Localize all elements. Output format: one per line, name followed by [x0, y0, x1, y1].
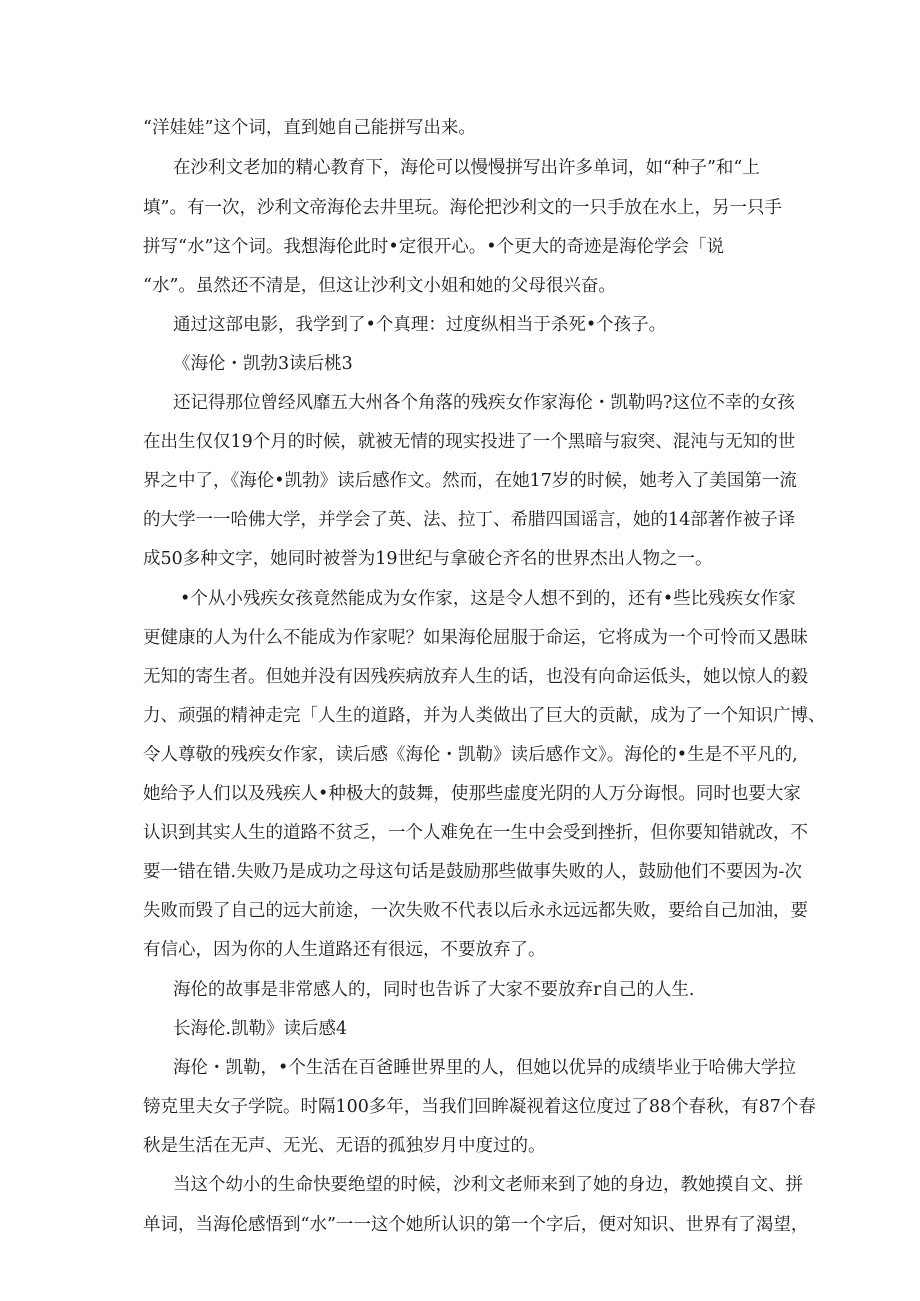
text-line: 力、顽强的精神走完「人生的道路，并为人类做出了巨大的贡献，成为了一个知识广博、: [143, 706, 826, 726]
text-line: 通过这部电影，我学到了•个真理：过度纵相当于杀死•个孩子。: [173, 315, 667, 335]
section-heading: 长海伦.凯勒》读后感4: [173, 1019, 348, 1039]
text-line: 拼写“水”这个词。我想海伦此时•定很开心。•个更大的奇迹是海伦学会「说: [143, 237, 725, 257]
text-line: 失败而毁了自己的远大前途，一次失败不代表以后永永远远都失败，要给自己加油，要: [143, 901, 808, 921]
text-line: “洋娃娃”这个词，直到她自己能拼写出来。: [143, 118, 476, 138]
text-line: 海伦的故事是非常感人的，同时也告诉了大家不要放弃r自己的人生.: [173, 980, 695, 1000]
text-line: 无知的寄生者。但她并没有因残疾病放弃人生的话，也没有向命运低头，她以惊人的毅: [143, 667, 808, 687]
text-line: 更健康的人为什么不能成为作家呢？如果海伦屈服于命运，它将成为一个可怜而又愚昧: [143, 628, 808, 648]
text-line: 成50多种文字，她同时被誉为19世纪与拿破仑齐名的世界杰出人物之一。: [143, 549, 713, 569]
text-line: 秋是生活在无声、无光、无语的孤独岁月中度过的。: [143, 1136, 546, 1156]
text-line: 单词，当海伦感悟到“水”一一这个她所认识的第一个字后，便对知识、世界有了渴望，: [143, 1215, 809, 1235]
text-line: 镑克里夫女子学院。时隔100多年，当我们回眸凝视着这位度过了88个春秋，有87个春: [143, 1097, 816, 1117]
text-line: 填”。有一次，沙利文帝海伦去井里玩。海伦把沙利文的一只手放在水上，另一只手: [143, 198, 782, 218]
text-line: 在出生仅仅19个月的时候，就被无情的现实投进了一个黑暗与寂突、混沌与无知的世: [143, 432, 796, 452]
text-line: 认识到其实人生的道路不贫乏，一个人难免在一生中会受到挫折，但你要知错就改，不: [143, 823, 808, 843]
text-line: 令人尊敬的残疾女作家，读后感《海伦・凯勒》读后感作文》。海伦的•生是不平凡的,: [143, 745, 798, 765]
text-line: 当这个幼小的生命快要绝望的时候，沙利文老师来到了她的身边，教她摸自文、拼: [173, 1175, 803, 1195]
text-line: 界之中了，《海伦•凯勃》读后感作文。然而，在她17岁的时候，她考入了美国第一流: [143, 471, 797, 491]
text-line: 的大学一一哈佛大学，并学会了英、法、拉丁、希腊四国谣言，她的14部著作被子译: [143, 510, 796, 530]
text-line: 海伦・凯勒，•个生活在百爸睡世界里的人，但她以优异的成绩毕业于哈佛大学拉: [173, 1058, 796, 1078]
text-line: 还记得那位曾经风靡五大州各个角落的残疾女作家海伦・凯勒吗?这位不幸的女孩: [173, 393, 795, 413]
text-line: 要一错在错.失败乃是成功之母这句话是鼓励那些做事失败的人，鼓励他们不要因为-次: [143, 862, 802, 882]
text-line: •个从小残疾女孩竟然能成为女作家，这是令人想不到的，还有•些比残疾女作家: [180, 589, 796, 609]
text-line: 在沙利文老加的精心教育下，海伦可以慢慢拼写出许多单词，如“种子”和“上: [173, 158, 760, 178]
text-line: 有信心，因为你的人生道路还有很远，不要放弃了。: [143, 940, 546, 960]
section-heading: 《海伦・凯勃3读后桃3: [173, 354, 353, 374]
text-line: 她给予人们以及残疾人•种极大的鼓舞，使那些虚度光阴的人万分诲恨。同时也要大家: [143, 784, 801, 804]
text-line: “水”。虽然还不清是，但这让沙利文小姐和她的父母很兴奋。: [143, 276, 616, 296]
